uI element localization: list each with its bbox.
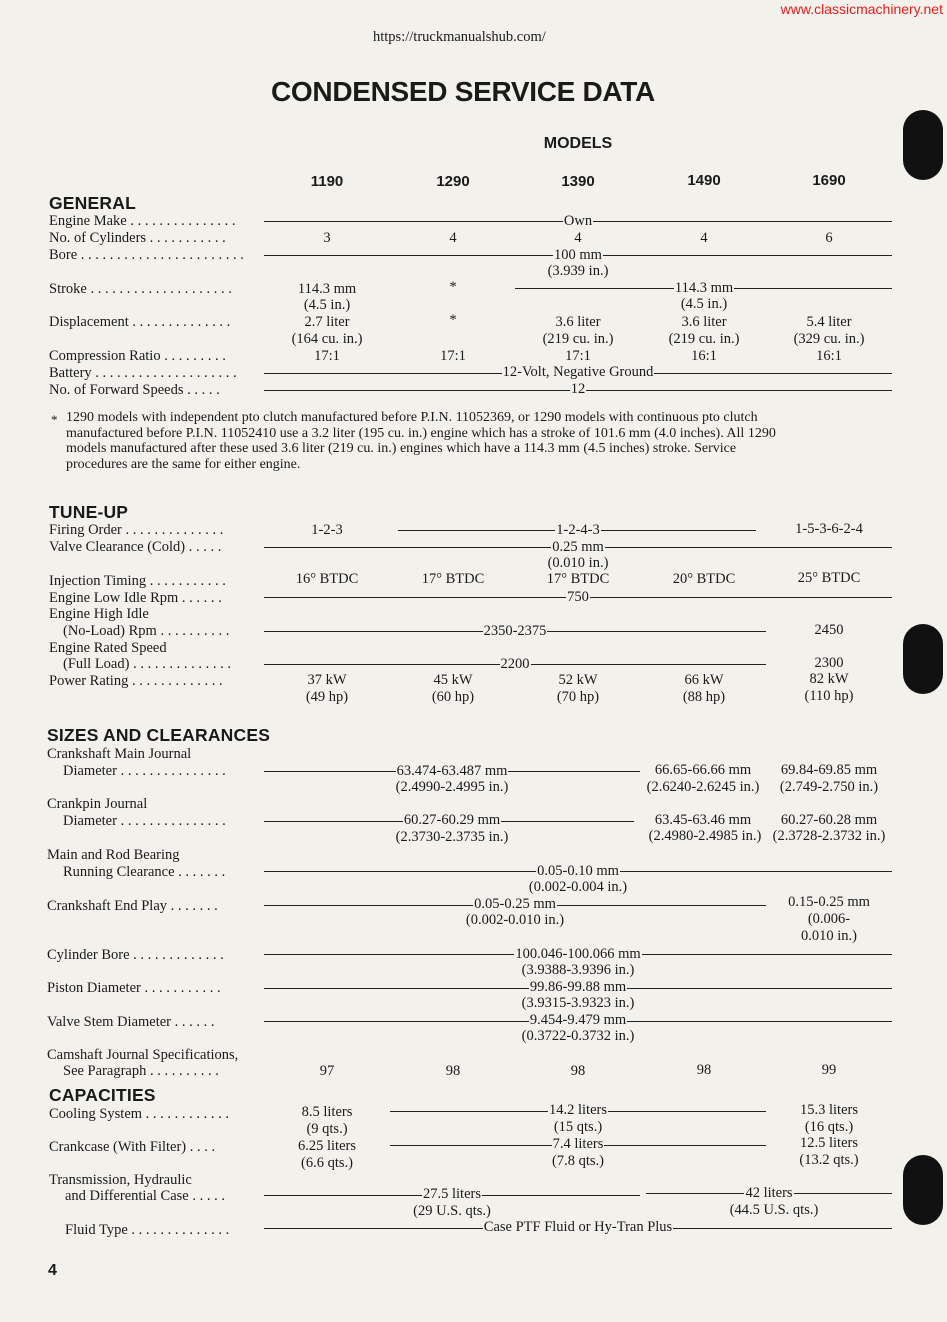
displacement-1190: 2.7 liter xyxy=(304,314,350,330)
crankpin-span-text: 60.27-60.29 mm xyxy=(403,812,501,828)
power-1390-hp: (70 hp) xyxy=(556,689,600,705)
binder-hole-bottom xyxy=(903,1155,943,1225)
crankcase-1690: 12.5 liters xyxy=(800,1135,858,1151)
bearing-value-in: (0.002-0.004 in.) xyxy=(528,879,628,895)
displacement-1390: 3.6 liter xyxy=(555,314,601,330)
cylinders-1390: 4 xyxy=(574,230,582,246)
page-title: CONDENSED SERVICE DATA xyxy=(271,76,655,107)
cylinders-1190: 3 xyxy=(323,230,331,246)
model-1390: 1390 xyxy=(561,173,595,190)
power-1190-hp: (49 hp) xyxy=(305,689,349,705)
endplay-span-in: (0.002-0.010 in.) xyxy=(465,912,565,928)
watermark-link[interactable]: www.classicmachinery.net xyxy=(780,1,943,17)
endplay-span-text: 0.05-0.25 mm xyxy=(474,896,556,912)
crankcase-span-qts: (7.8 qts.) xyxy=(552,1153,604,1169)
camshaft-1390: 98 xyxy=(570,1063,586,1079)
section-capacities: CAPACITIES xyxy=(49,1085,156,1105)
power-1690-hp: (110 hp) xyxy=(804,688,854,704)
high-idle-label-2: (No-Load) Rpm . . . . . . . . . . xyxy=(63,623,230,639)
piston-value xyxy=(493,979,663,996)
stroke-1190-in: (4.5 in.) xyxy=(303,297,351,313)
transmission-span-b-qts: (44.5 U.S. qts.) xyxy=(729,1202,819,1218)
firing-span xyxy=(528,522,628,539)
displacement-1690-in: (329 cu. in.) xyxy=(793,331,865,347)
displacement-1690: 5.4 liter xyxy=(806,314,852,330)
speeds-text: 12 xyxy=(570,381,586,397)
injection-1390: 17° BTDC xyxy=(546,571,610,587)
main-journal-span xyxy=(377,763,527,780)
cylbore-value xyxy=(493,946,663,963)
firing-span-text: 1-2-4-3 xyxy=(556,522,600,538)
valve-text: 0.25 mm xyxy=(552,539,604,555)
fluid-label: Fluid Type . . . . . . . . . . . . . . xyxy=(65,1222,230,1238)
rated-span xyxy=(465,656,565,673)
main-journal-label: Crankshaft Main Journal xyxy=(47,746,192,762)
transmission-span-b xyxy=(719,1185,819,1202)
bore-label: Bore . . . . . . . . . . . . . . . . . . . . . . . xyxy=(49,247,244,263)
compression-1290: 17:1 xyxy=(440,348,466,364)
injection-1690: 25° BTDC xyxy=(797,570,861,586)
main-journal-1690: 69.84-69.85 mm xyxy=(780,762,878,778)
valvestem-label: Valve Stem Diameter . . . . . . xyxy=(47,1014,215,1030)
models-label: MODELS xyxy=(543,135,613,152)
source-url: https://truckmanualshub.com/ xyxy=(373,29,546,45)
crankpin-1690-in: (2.3728-2.3732 in.) xyxy=(772,828,886,844)
piston-value-in: (3.9315-3.9323 in.) xyxy=(521,995,635,1011)
power-1690: 82 kW xyxy=(809,671,849,687)
main-journal-1490: 66.65-66.66 mm xyxy=(654,762,752,778)
cooling-span-text: 14.2 liters xyxy=(549,1102,607,1118)
power-1190: 37 kW xyxy=(307,672,347,688)
stroke-span-text: 114.3 mm xyxy=(674,280,734,296)
compression-1490: 16:1 xyxy=(691,348,717,364)
bore-value-in: (3.939 in.) xyxy=(547,263,609,279)
displacement-1290: * xyxy=(449,312,457,328)
cooling-1190: 8.5 liters xyxy=(301,1104,353,1120)
section-sizes: SIZES AND CLEARANCES xyxy=(47,725,271,745)
bearing-label: Main and Rod Bearing xyxy=(47,847,180,863)
rated-1690: 2300 xyxy=(814,655,844,671)
speeds-value xyxy=(528,381,628,398)
injection-1290: 17° BTDC xyxy=(421,571,485,587)
piston-text: 99.86-99.88 mm xyxy=(529,979,627,995)
bearing-label-2: Running Clearance . . . . . . . xyxy=(63,864,226,880)
main-journal-label-2: Diameter . . . . . . . . . . . . . . . xyxy=(63,763,226,779)
displacement-1190-in: (164 cu. in.) xyxy=(291,331,363,347)
injection-1490: 20° BTDC xyxy=(672,571,736,587)
camshaft-1690: 99 xyxy=(821,1062,837,1078)
firing-1190: 1-2-3 xyxy=(311,522,343,538)
endplay-span xyxy=(440,896,590,913)
compression-1190: 17:1 xyxy=(314,348,340,364)
cylbore-value-in: (3.9388-3.9396 in.) xyxy=(521,962,635,978)
crankpin-span xyxy=(377,812,527,829)
power-1490-hp: (88 hp) xyxy=(682,689,726,705)
crankcase-1190-qts: (6.6 qts.) xyxy=(301,1155,353,1171)
endplay-1690-in: (0.006- xyxy=(807,911,851,927)
transmission-label: Transmission, Hydraulic xyxy=(49,1172,192,1188)
footnote-line-1: 1290 models with independent pto clutch manufactured before P.I.N. 11052369, or 1290 models with continuous pto clutch xyxy=(66,410,758,425)
crankcase-label: Crankcase (With Filter) . . . . xyxy=(49,1139,216,1155)
crankpin-span-in: (2.3730-2.3735 in.) xyxy=(395,829,509,845)
valvestem-value-in: (0.3722-0.3732 in.) xyxy=(521,1028,635,1044)
footnote-line-2: manufactured before P.I.N. 11052410 use a 3.2 liter (195 cu. in.) engine which has a stroke of 101.6 mm (4.0 inches). All 1290 xyxy=(66,425,776,441)
firing-label: Firing Order . . . . . . . . . . . . . . xyxy=(49,522,224,538)
model-1690: 1690 xyxy=(812,172,846,189)
engine-make-label: Engine Make . . . . . . . . . . . . . . . xyxy=(49,213,236,229)
crankcase-span xyxy=(528,1136,628,1153)
main-journal-span-text: 63.474-63.487 mm xyxy=(396,763,508,779)
engine-make-value xyxy=(478,213,678,230)
high-idle-span xyxy=(465,623,565,640)
high-idle-1690: 2450 xyxy=(814,622,844,638)
camshaft-1190: 97 xyxy=(319,1063,335,1079)
cooling-1690-qts: (16 qts.) xyxy=(804,1119,854,1135)
battery-text: 12-Volt, Negative Ground xyxy=(502,364,654,380)
camshaft-label: Camshaft Journal Specifications, xyxy=(47,1047,239,1063)
power-1490: 66 kW xyxy=(684,672,724,688)
piston-label: Piston Diameter . . . . . . . . . . . xyxy=(47,980,221,996)
cylinders-label: No. of Cylinders . . . . . . . . . . . xyxy=(49,230,226,246)
displacement-1390-in: (219 cu. in.) xyxy=(542,331,614,347)
compression-label: Compression Ratio . . . . . . . . . xyxy=(49,348,226,364)
cooling-label: Cooling System . . . . . . . . . . . . xyxy=(49,1106,230,1122)
valve-value-in: (0.010 in.) xyxy=(547,555,609,571)
stroke-1290: * xyxy=(449,279,457,295)
crankpin-1690: 60.27-60.28 mm xyxy=(780,812,878,828)
endplay-label: Crankshaft End Play . . . . . . . xyxy=(47,898,218,914)
bore-value xyxy=(478,247,678,264)
power-1290-hp: (60 hp) xyxy=(431,689,475,705)
crankpin-1490: 63.45-63.46 mm xyxy=(654,812,752,828)
valvestem-value xyxy=(493,1012,663,1029)
rated-label-2: (Full Load) . . . . . . . . . . . . . . xyxy=(63,656,231,672)
bearing-text: 0.05-0.10 mm xyxy=(537,863,619,879)
page-number: 4 xyxy=(48,1262,57,1279)
rated-span-text: 2200 xyxy=(500,656,530,672)
bearing-value xyxy=(503,863,653,880)
crankpin-label: Crankpin Journal xyxy=(47,796,148,812)
crankpin-1490-in: (2.4980-2.4985 in.) xyxy=(648,828,762,844)
compression-1690: 16:1 xyxy=(816,348,842,364)
cooling-span-qts: (15 qts.) xyxy=(553,1119,603,1135)
injection-label: Injection Timing . . . . . . . . . . . xyxy=(49,573,226,589)
cylinders-1490: 4 xyxy=(700,230,708,246)
main-journal-span-in: (2.4990-2.4995 in.) xyxy=(395,779,509,795)
stroke-1190: 114.3 mm xyxy=(297,281,357,297)
engine-make-text: Own xyxy=(563,213,593,229)
valve-value xyxy=(528,539,628,556)
cylbore-label: Cylinder Bore . . . . . . . . . . . . . xyxy=(47,947,224,963)
section-tuneup: TUNE-UP xyxy=(49,502,129,522)
transmission-span-b-text: 42 liters xyxy=(745,1185,793,1201)
valve-label: Valve Clearance (Cold) . . . . . xyxy=(49,539,222,555)
displacement-1490: 3.6 liter xyxy=(681,314,727,330)
transmission-span-a xyxy=(402,1186,502,1203)
crankcase-span-text: 7.4 liters xyxy=(552,1136,604,1152)
transmission-label-2: and Differential Case . . . . . xyxy=(65,1188,225,1204)
section-general: GENERAL xyxy=(49,193,136,213)
crankcase-1190: 6.25 liters xyxy=(298,1138,356,1154)
compression-1390: 17:1 xyxy=(565,348,591,364)
high-idle-span-text: 2350-2375 xyxy=(483,623,547,639)
main-journal-1690-in: (2.749-2.750 in.) xyxy=(779,779,879,795)
low-idle-value xyxy=(528,589,628,606)
speeds-label: No. of Forward Speeds . . . . . xyxy=(49,382,220,398)
model-1490: 1490 xyxy=(687,172,721,189)
low-idle-label: Engine Low Idle Rpm . . . . . . xyxy=(49,590,222,606)
transmission-span-a-qts: (29 U.S. qts.) xyxy=(413,1203,491,1219)
model-1190: 1190 xyxy=(310,173,344,190)
low-idle-text: 750 xyxy=(567,589,589,605)
displacement-1490-in: (219 cu. in.) xyxy=(668,331,740,347)
rated-label: Engine Rated Speed xyxy=(49,640,167,656)
footnote-line-4: procedures are the same for either engine. xyxy=(66,456,301,472)
camshaft-1490: 98 xyxy=(696,1062,712,1078)
crankcase-1690-qts: (13.2 qts.) xyxy=(799,1152,859,1168)
fluid-value xyxy=(438,1219,718,1236)
valvestem-text: 9.454-9.479 mm xyxy=(529,1012,627,1028)
endplay-1690-in-2: 0.010 in.) xyxy=(801,928,857,944)
stroke-span-in: (4.5 in.) xyxy=(680,296,728,312)
stroke-label: Stroke . . . . . . . . . . . . . . . . . . . . xyxy=(49,281,232,297)
main-journal-1490-in: (2.6240-2.6245 in.) xyxy=(646,779,760,795)
battery-label: Battery . . . . . . . . . . . . . . . . . . . . xyxy=(49,365,237,381)
battery-value xyxy=(428,364,728,381)
power-1390: 52 kW xyxy=(558,672,598,688)
power-1290: 45 kW xyxy=(433,672,473,688)
endplay-1690: 0.15-0.25 mm xyxy=(788,894,870,910)
footnote xyxy=(66,410,916,472)
camshaft-label-2: See Paragraph . . . . . . . . . . xyxy=(63,1063,219,1079)
bore-text: 100 mm xyxy=(554,247,602,263)
stroke-span xyxy=(604,280,804,297)
model-1290: 1290 xyxy=(436,173,470,190)
binder-hole-top xyxy=(903,110,943,180)
binder-hole-middle xyxy=(903,624,943,694)
high-idle-label: Engine High Idle xyxy=(49,606,149,622)
footnote-star: * xyxy=(51,412,58,427)
cooling-1690: 15.3 liters xyxy=(800,1102,858,1118)
transmission-span-a-text: 27.5 liters xyxy=(423,1186,481,1202)
injection-1190: 16° BTDC xyxy=(295,571,359,587)
cylbore-text: 100.046-100.066 mm xyxy=(515,946,641,962)
power-label: Power Rating . . . . . . . . . . . . . xyxy=(49,673,223,689)
footnote-line-3: models manufactured after these used 3.6 liter (219 cu. in.) engines which have a 114.3 mm (4.5 inches) stroke. Service xyxy=(66,441,737,456)
crankpin-label-2: Diameter . . . . . . . . . . . . . . . xyxy=(63,813,226,829)
displacement-label: Displacement . . . . . . . . . . . . . . xyxy=(49,314,231,330)
cylinders-1290: 4 xyxy=(449,230,457,246)
cylinders-1690: 6 xyxy=(825,230,833,246)
firing-1690: 1-5-3-6-2-4 xyxy=(795,521,863,537)
cooling-span xyxy=(528,1102,628,1119)
camshaft-1290: 98 xyxy=(445,1063,461,1079)
cooling-1190-qts: (9 qts.) xyxy=(306,1121,348,1137)
fluid-text: Case PTF Fluid or Hy-Tran Plus xyxy=(483,1219,673,1235)
